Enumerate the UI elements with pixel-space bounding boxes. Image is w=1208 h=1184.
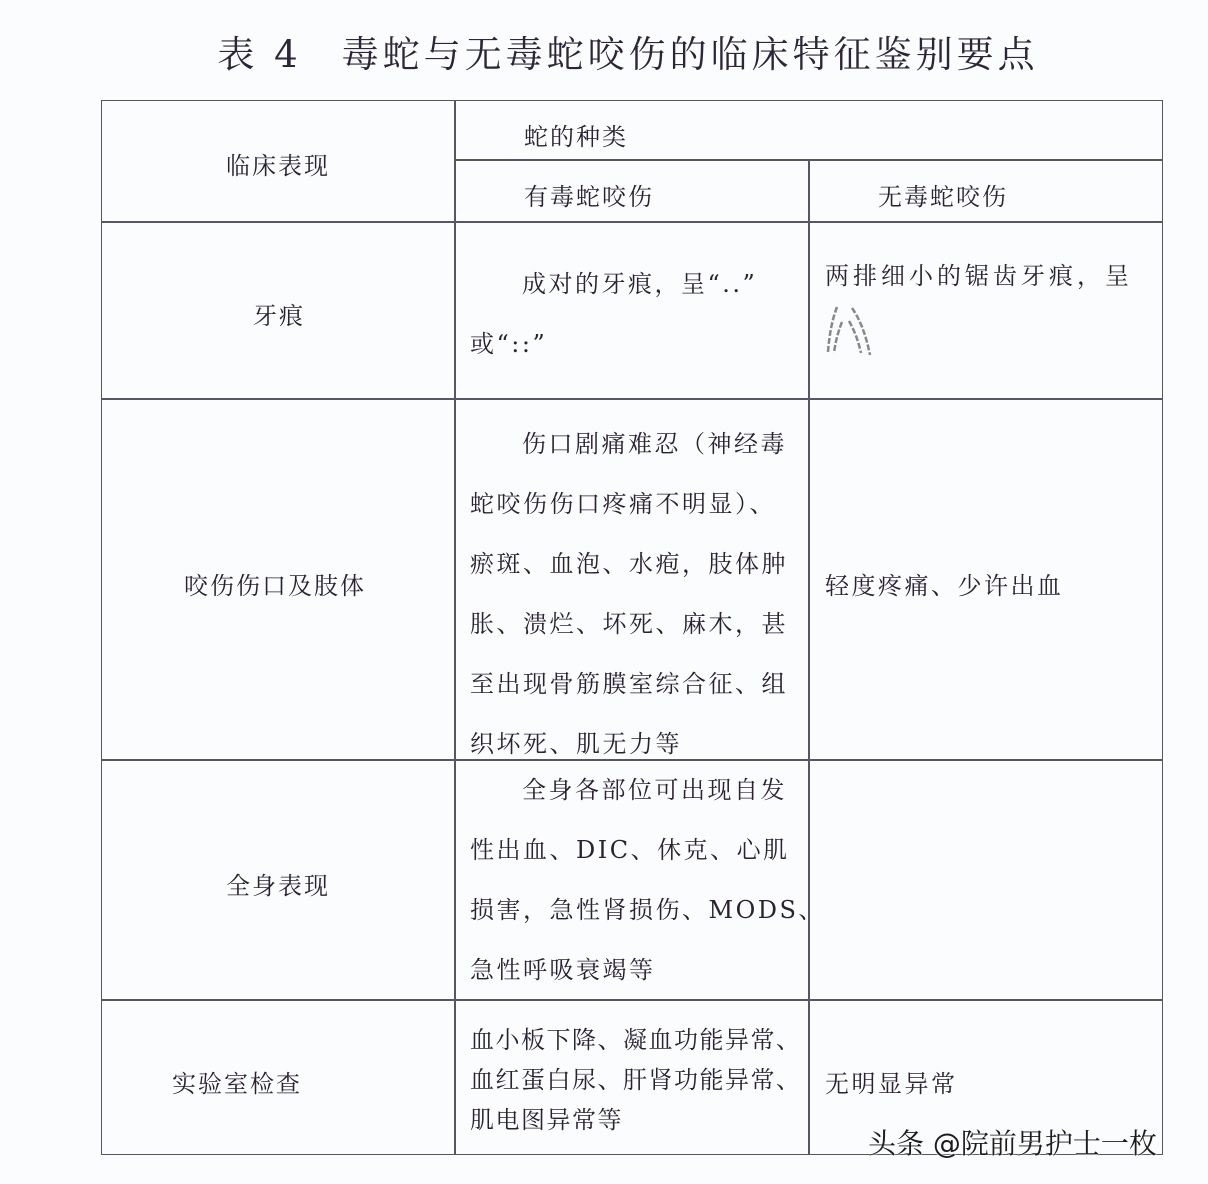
text-line: 性出血、DIC、休克、心肌 bbox=[470, 836, 790, 864]
header-subdivider bbox=[455, 159, 1163, 161]
text-line: 无明显异常 bbox=[825, 1070, 958, 1098]
text-line: 轻度疼痛、少许出血 bbox=[825, 572, 1064, 600]
table-title bbox=[0, 24, 1208, 78]
text-line: 两排细小的锯齿牙痕，呈 bbox=[825, 262, 1133, 290]
header-nonvenomous: 无毒蛇咬伤 bbox=[878, 183, 1008, 211]
watermark: 头条 @院前男护士一枚 bbox=[868, 1127, 1157, 1160]
row-label-fang-marks: 牙痕 bbox=[253, 302, 305, 330]
text-line: 或“::” bbox=[470, 330, 548, 358]
table-number: 表 4 bbox=[217, 33, 302, 76]
text-line: 胀、溃烂、坏死、麻木，甚 bbox=[470, 610, 788, 638]
row-divider-header bbox=[101, 221, 1163, 223]
text-line: 蛇咬伤伤口疼痛不明显）、 bbox=[470, 490, 776, 518]
text-line: 损害，急性肾损伤、MODS、 bbox=[470, 896, 825, 924]
text-line: 血小板下降、凝血功能异常、 bbox=[470, 1026, 802, 1054]
header-snake-type: 蛇的种类 bbox=[524, 123, 628, 151]
text-line: 血红蛋白尿、肝肾功能异常、 bbox=[470, 1066, 802, 1094]
text-line: 伤口剧痛难忍（神经毒 bbox=[522, 430, 787, 458]
text-line: 瘀斑、血泡、水疱，肢体肿 bbox=[470, 550, 788, 578]
bite-wound-nonvenomous bbox=[825, 566, 1064, 601]
lab-tests-nonvenomous bbox=[825, 1064, 958, 1099]
row-label-systemic: 全身表现 bbox=[226, 872, 330, 900]
text-line: 成对的牙痕，呈“..” bbox=[522, 270, 758, 298]
column-divider-2 bbox=[808, 160, 810, 1155]
lab-tests-venomous bbox=[470, 1020, 802, 1140]
text-line: 急性呼吸衰竭等 bbox=[470, 956, 656, 984]
column-divider-1 bbox=[454, 100, 456, 1155]
fang-marks-nonvenomous bbox=[825, 256, 1133, 291]
serrated-teeth-marks-icon bbox=[826, 305, 876, 360]
bite-wound-venomous bbox=[470, 414, 788, 774]
row-label-lab-tests: 实验室检查 bbox=[172, 1070, 302, 1098]
systemic-venomous bbox=[470, 760, 825, 1000]
row-label-bite-wound: 咬伤伤口及肢体 bbox=[184, 572, 366, 600]
header-venomous: 有毒蛇咬伤 bbox=[524, 183, 654, 211]
header-clinical: 临床表现 bbox=[226, 152, 330, 180]
text-line: 织坏死、肌无力等 bbox=[470, 730, 682, 758]
text-line: 肌电图异常等 bbox=[470, 1106, 623, 1134]
text-line: 全身各部位可出现自发 bbox=[522, 776, 787, 804]
text-line: 至出现骨筋膜室综合征、组 bbox=[470, 670, 788, 698]
fang-marks-venomous bbox=[470, 264, 757, 359]
row-divider-1 bbox=[101, 398, 1163, 400]
table-caption: 毒蛇与无毒蛇咬伤的临床特征鉴别要点 bbox=[341, 33, 1039, 76]
